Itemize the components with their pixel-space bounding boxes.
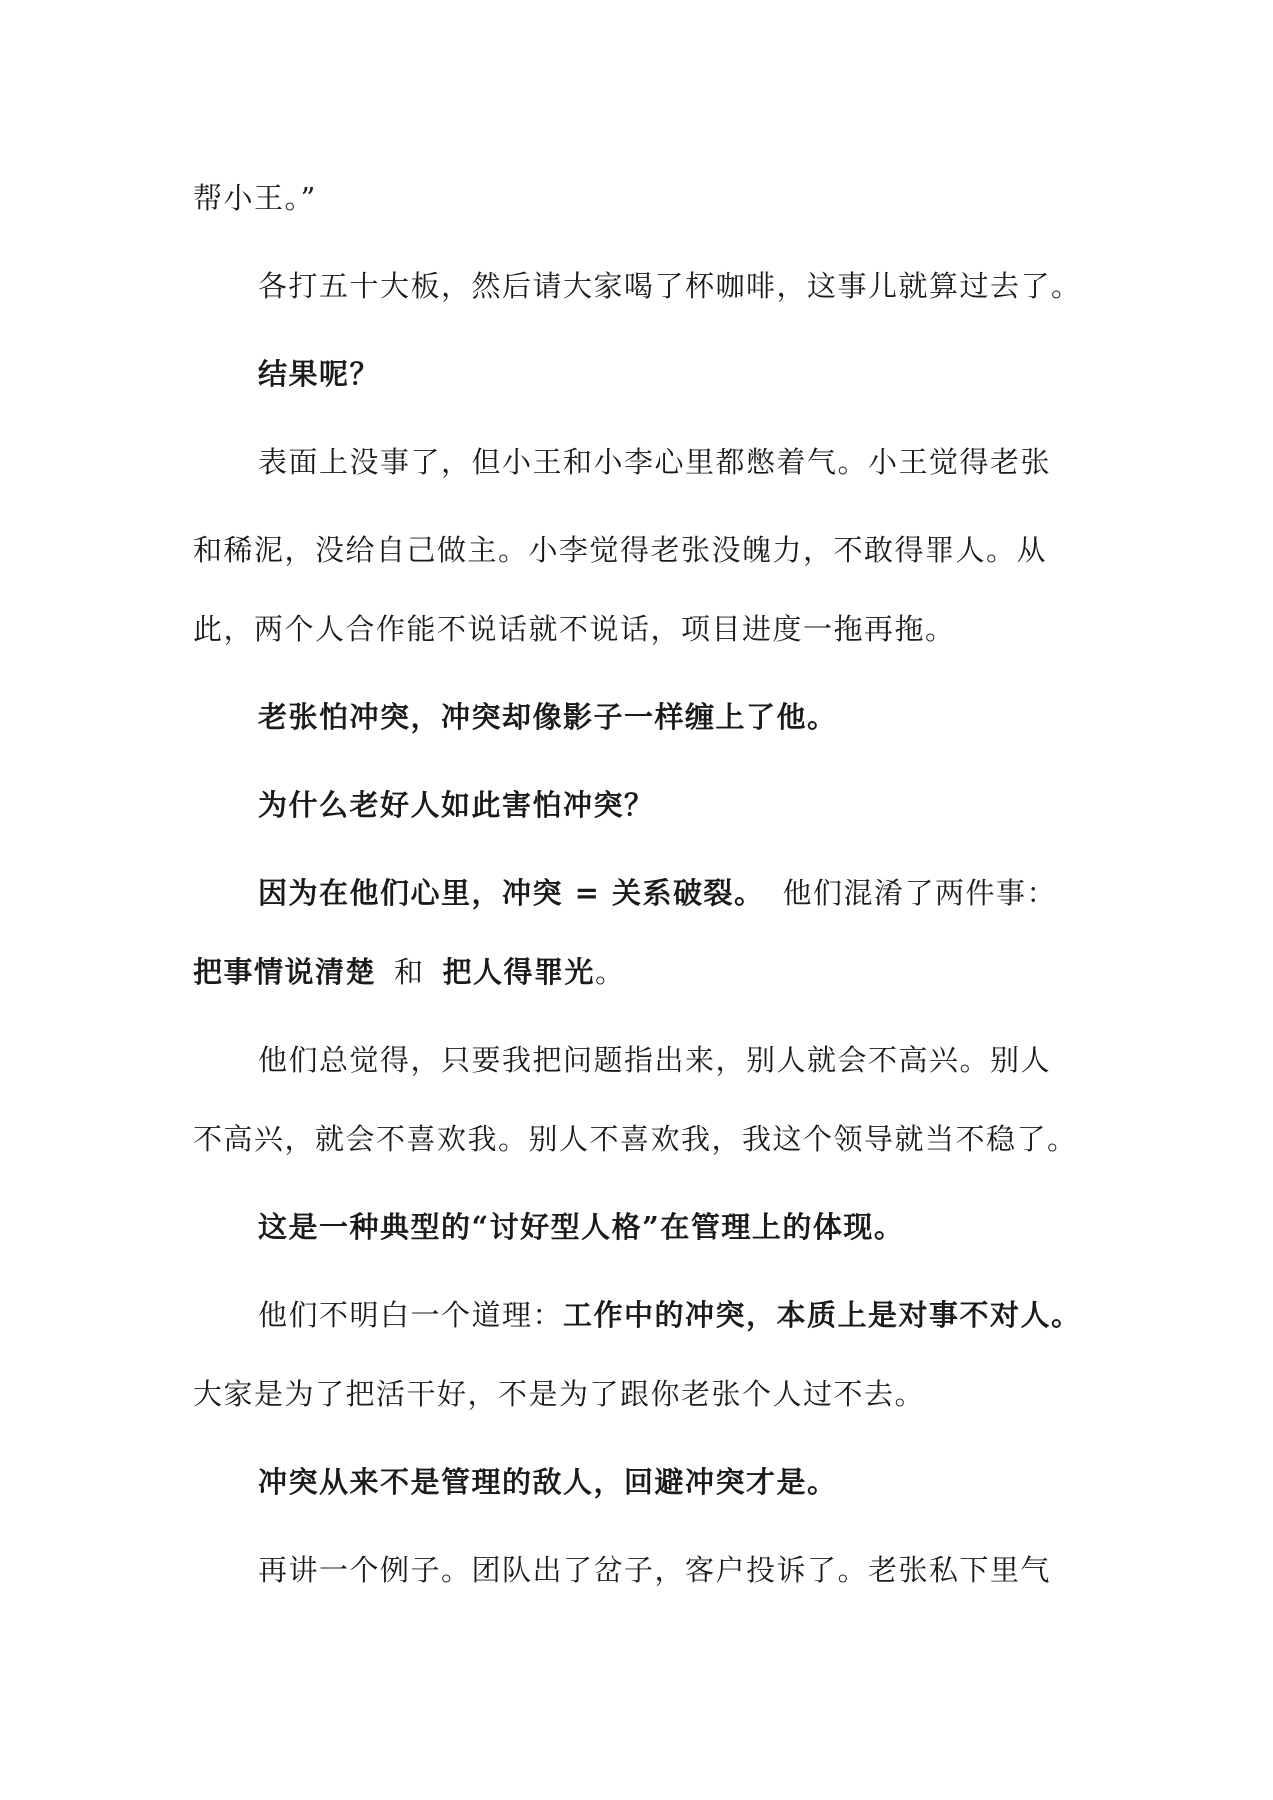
bold-segment: 把人得罪光 xyxy=(442,955,596,989)
paragraph-line-12 xyxy=(193,1119,1093,1159)
text-segment: 他们不明白一个道理： xyxy=(258,1298,564,1332)
paragraph-line-14 xyxy=(258,1295,1158,1335)
paragraph-line-10 xyxy=(193,952,1093,992)
paragraph-line-9 xyxy=(258,873,1158,913)
text-segment: 帮小王。” xyxy=(193,181,317,215)
paragraph-line-11 xyxy=(258,1040,1158,1080)
bold-segment: 因为在他们心里，冲突 = 关系破裂。 xyxy=(258,876,765,910)
paragraph-line-15 xyxy=(193,1374,1093,1414)
text-segment: 冲突从来不是管理的敌人，回避冲突才是。 xyxy=(258,1465,838,1499)
text-segment: 不高兴，就会不喜欢我。别人不喜欢我，我这个领导就当不稳了。 xyxy=(193,1122,1078,1156)
text-segment: 再讲一个例子。团队出了岔子，客户投诉了。老张私下里气 xyxy=(258,1553,1052,1587)
bold-line-7 xyxy=(258,697,1158,737)
text-segment: 。 xyxy=(595,955,626,989)
text-segment: 和 xyxy=(394,955,425,989)
text-segment: 为什么老好人如此害怕冲突？ xyxy=(258,788,655,822)
text-segment: 结果呢？ xyxy=(258,357,381,391)
text-segment: 大家是为了把活干好，不是为了跟你老张个人过不去。 xyxy=(193,1377,926,1411)
paragraph-line-2 xyxy=(258,266,1158,306)
bold-segment: 把事情说清楚 xyxy=(193,955,377,989)
text-segment: 和稀泥，没给自己做主。小李觉得老张没魄力，不敢得罪人。从 xyxy=(193,533,1048,567)
paragraph-line-1 xyxy=(193,178,1093,218)
text-segment: 表面上没事了，但小王和小李心里都憋着气。小王觉得老张 xyxy=(258,445,1052,479)
text-segment: 此，两个人合作能不说话就不说话，项目进度一拖再拖。 xyxy=(193,612,956,646)
bold-line-8 xyxy=(258,785,1158,825)
text-segment: 这是一种典型的“讨好型人格”在管理上的体现。 xyxy=(258,1210,905,1244)
bold-line-3 xyxy=(258,354,1158,394)
text-segment: 他们混淆了两件事： xyxy=(782,876,1058,910)
paragraph-line-5 xyxy=(193,530,1093,570)
text-segment: 各打五十大板，然后请大家喝了杯咖啡，这事儿就算过去了。 xyxy=(258,269,1082,303)
text-segment: 老张怕冲突，冲突却像影子一样缠上了他。 xyxy=(258,700,838,734)
paragraph-line-17 xyxy=(258,1550,1158,1590)
text-segment: 他们总觉得，只要我把问题指出来，别人就会不高兴。别人 xyxy=(258,1043,1052,1077)
bold-line-13 xyxy=(258,1207,1158,1247)
paragraph-line-4 xyxy=(258,442,1158,482)
paragraph-line-6 xyxy=(193,609,1093,649)
bold-segment: 工作中的冲突，本质上是对事不对人。 xyxy=(563,1298,1082,1332)
bold-line-16 xyxy=(258,1462,1158,1502)
